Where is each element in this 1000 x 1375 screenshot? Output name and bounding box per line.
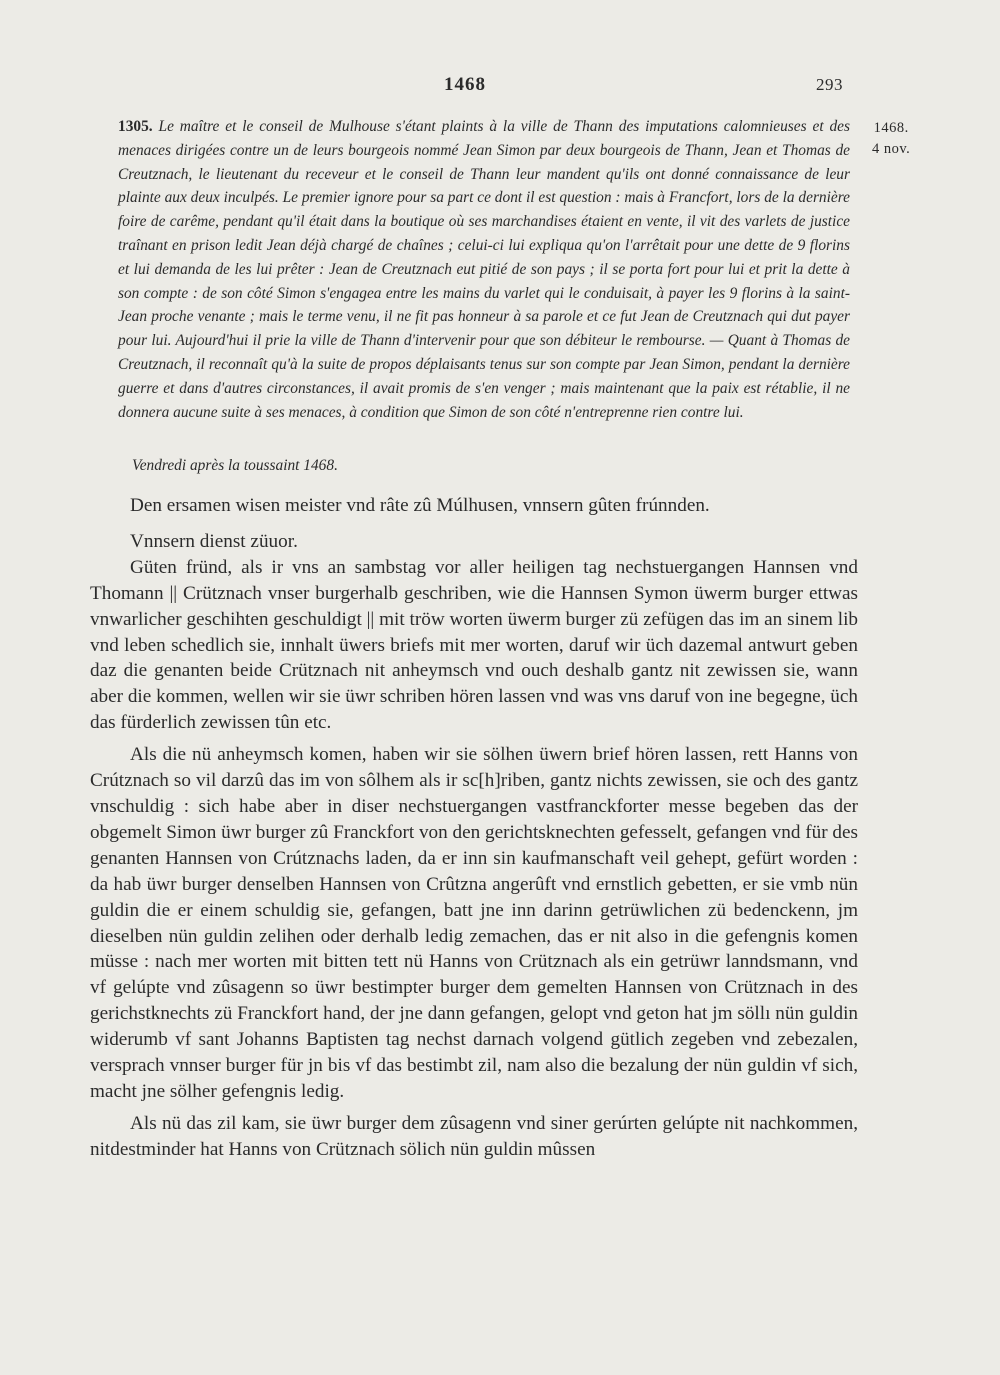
margin-note — [872, 118, 910, 160]
document-address: Den ersamen wisen meister vnd râte zû Múlhusen, vnnsern gûten frúnnden. — [130, 495, 710, 516]
entry-summary — [118, 115, 850, 424]
summary-date: Vendredi après la toussaint 1468. — [132, 457, 338, 474]
entry-number: 1305. — [118, 118, 153, 135]
summary-text: Le maître et le conseil de Mulhouse s'étant plaints à la ville de Thann des imputations calomnieuses et des menaces dirigées contre un de leurs bourgeois nommé Jean Simon par deux bourgeois de Thann, Jean et Thomas de Creutznach, le lieutenant du receveur et le conseil de Thann leur mandent qu'ils ont donné connaissance de leur plainte aux deux inculpés. Le premier ignore pour sa part ce dont il est question : mais à Francfort, lors de la dernière foire de carême, pendant qu'il était dans la boutique où ses marchandises étaient en vente, il vit des varlets de justice traînant en prison ledit Jean déjà chargé de chaînes ; celui-ci lui expliqua qu'on l'arrêtait pour une dette de 9 florins et lui demanda de les lui prêter : Jean de Creutznach eut pitié de son pays ; il se porta fort pour lui et prit la dette à son compte : de son côté Simon s'engagea entre les mains du varlet qui le conduisait, à payer les 9 florins à la saint-Jean proche venante ; mais le terme venu, il ne fit pas honneur à sa parole et ce fut Jean de Creutznach qui dut payer pour lui. Aujourd'hui il prie la ville de Thann d'intervenir pour que son débiteur le rembourse. — Quant à Thomas de Creutznach, il reconnaît qu'à la suite de propos déplaisants tenus sur son compte par Jean Simon, pendant la dernière guerre et dans d'autres circonstances, il avait promis de s'en venger ; mais maintenant que la paix est rétablie, il ne donnera aucune suite à ses menaces, à condition que Simon de son côté n'entreprenne rien contre lui. — [118, 118, 850, 421]
document-paragraph: Als die nü anheymsch komen, haben wir sie sölhen üwern brief hören lassen, rett Hanns von Crútznach so vil darzû das im von sôlhem als ir sc[h]riben, gantz nichts zewissen, sie och des gantz vnschuldig : sich habe aber in diser nechstuergangen vastfranckforter messe begeben das der obgemelt Simon üwr burger zû Franckfort von den gerichtsknechten gefesselt, gefangen vnd für des genanten Hannsen von Crútznachs laden, da er inn sin kaufmanschaft veil gehept, gefürt worden : da hab üwr burger denselben Hannsen von Crûtzna angerûft vnd ernstlich gebetten, er sie vmb nün guldin die er einem schuldig sie, gefangen, batt jne inn darinn getrüwlichen zü bedenckenn, jm dieselben nün guldin zelihen oder derhalb ledig zemachen, das er nit also in die gefengnis komen müsse : nach mer worten mit bitten tett nü Hanns von Crütznach als ein getrüwr lanndsmann, vnd vf gelúpte vnd zûsagenn so üwr bestimpter burger dem gemelten Hannsen von Crütznach in des gerichstknechts zü Franckfort hand, der jne dann gefangen, gelopt vnd geton hat jm söllı nün guldin widerumb vf sant Johanns Baptisten tag nechst darnach volgend gütlich zegeben vnd zebezalen, versprach vnnser burger für jn bis vf das bestimbt zil, nam also die bezalung der nün guldin vf sich, macht jne sölher gefengnis ledig. — [90, 744, 858, 1102]
document-paragraph: Güten fründ, als ir vns an sambstag vor aller heiligen tag nechstuergangen Hannsen vnd Thomann || Crütznach vnser burgerhalb geschriben, wie die Hannsen Symon üwerm burger ettwas vnwarlicher geschihten geschuldigt || mit tröw worten üwerm burger zü zefügen das im an sinem lib vnd leben schedlich sie, innhalt üwers briefs mit mer worten, daruf wir üch dazemal antwurt geben daz die genanten beide Crütznach nit anheymsch vnd ouch deshalb gantz nit zewissen sie, wann aber die kommen, wellen wir sie üwr schriben hören lassen vnd was vns daruf von ine begegne, üch das fürderlich zewissen tûn etc. — [90, 556, 858, 734]
margin-note-date: 4 nov. — [872, 141, 911, 157]
document-salutation: Vnnsern dienst züuor. — [130, 530, 298, 552]
margin-note-year: 1468. — [873, 120, 909, 136]
running-head-year: 1468 — [444, 74, 486, 95]
document-transcription — [90, 493, 858, 1163]
page-header — [0, 74, 1000, 102]
document-paragraph: Als nü das zil kam, sie üwr burger dem zûsagenn vnd siner gerúrten gelúpte nit nachkommen, nitdestminder hat Hanns von Crütznach sölich nün guldin mûssen — [90, 1112, 858, 1160]
page-number: 293 — [816, 75, 843, 94]
